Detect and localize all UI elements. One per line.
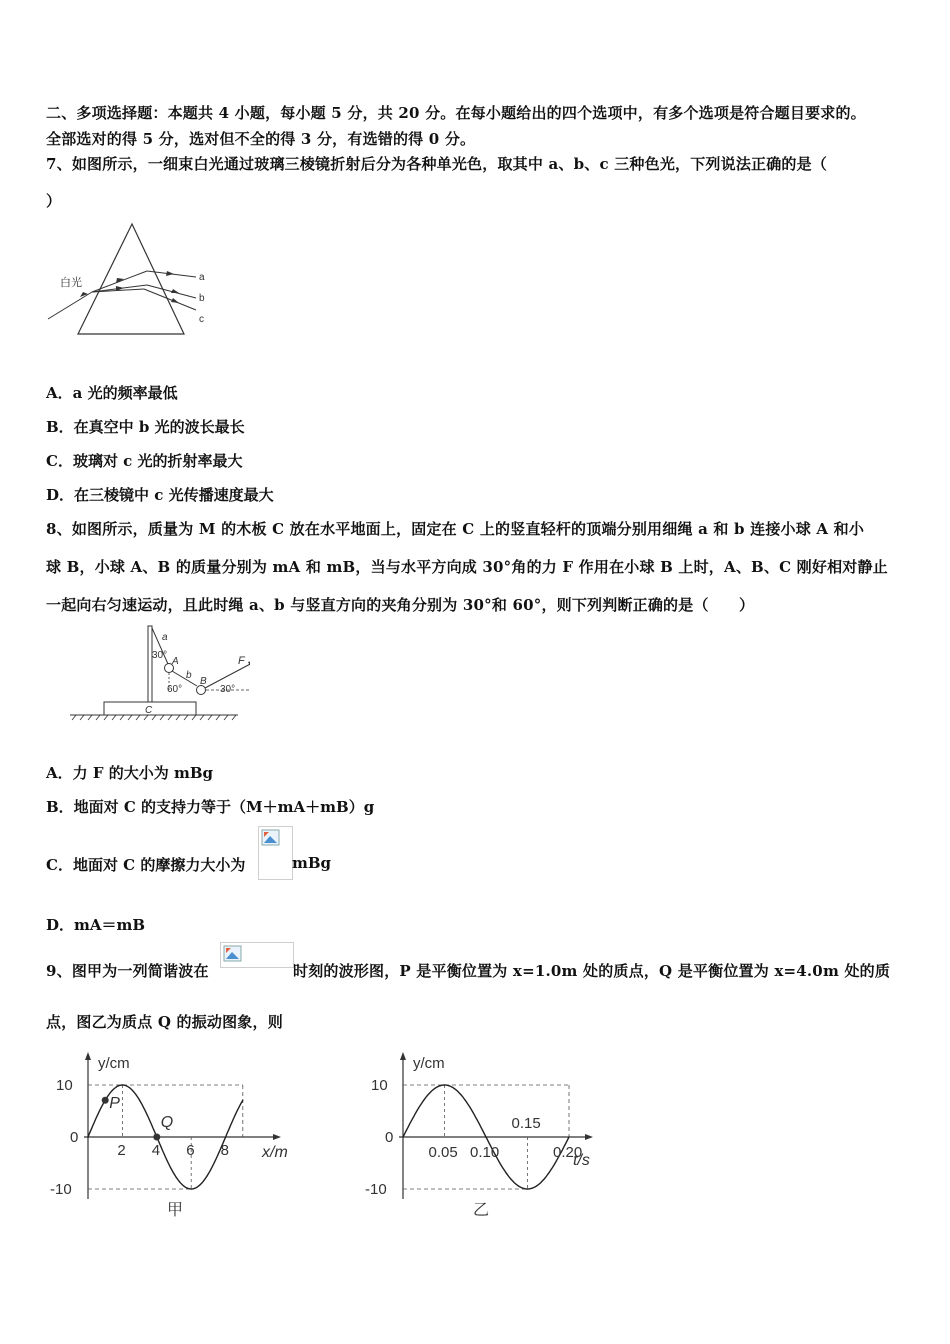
q8-option-c-suffix: mBg bbox=[292, 854, 332, 872]
label-b: b bbox=[199, 293, 205, 304]
x-axis-label: t/s bbox=[573, 1152, 590, 1169]
y-tick-label: -10 bbox=[365, 1181, 387, 1198]
data-point bbox=[173, 1173, 174, 1174]
q7-option-d: D．在三棱镜中 c 光传播速度最大 bbox=[46, 486, 274, 504]
data-point bbox=[506, 1173, 507, 1174]
label-ball-a: A bbox=[172, 656, 179, 667]
q7-stem-line2: ） bbox=[46, 192, 62, 210]
board-figure bbox=[70, 622, 250, 724]
x-tick-label: 8 bbox=[220, 1142, 229, 1159]
broken-image-placeholder-time bbox=[220, 942, 294, 968]
q8-option-c-prefix: C．地面对 C 的摩擦力大小为 bbox=[46, 856, 246, 874]
x-tick-label: 4 bbox=[151, 1142, 161, 1159]
data-point bbox=[122, 1084, 123, 1085]
y-axis-arrow bbox=[400, 1052, 406, 1060]
y-axis-label: y/cm bbox=[413, 1055, 445, 1072]
q8-stem-line1: 8、如图所示，质量为 M 的木板 C 放在水平地面上，固定在 C 上的竖直轻杆的顶端分别用细绳 a 和 b 连接小球 A 和小 bbox=[46, 520, 865, 538]
x-tick-label: 2 bbox=[117, 1142, 126, 1159]
data-point bbox=[242, 1100, 243, 1101]
y-tick-label: 10 bbox=[56, 1077, 73, 1094]
label-angle-30-f: 30° bbox=[220, 684, 236, 695]
x-tick-label: 0.10 bbox=[470, 1144, 500, 1161]
q9-stem-line1-suffix: 时刻的波形图，P 是平衡位置为 x=1.0m 处的质点，Q 是平衡位置为 x=4.0m 处的质 bbox=[293, 962, 891, 980]
vibration-graph-yi bbox=[365, 1050, 615, 1225]
label-board-c: C bbox=[145, 705, 153, 716]
wave-graph-jia bbox=[50, 1050, 310, 1225]
data-point bbox=[485, 1136, 486, 1137]
data-point bbox=[568, 1136, 569, 1137]
data-point bbox=[225, 1136, 226, 1137]
label-p: P bbox=[109, 1095, 120, 1113]
label-rope-b: b bbox=[186, 670, 192, 681]
x-axis-label: x/m bbox=[262, 1144, 288, 1161]
y-axis-label: y/cm bbox=[98, 1055, 130, 1072]
broken-image-placeholder bbox=[258, 826, 293, 880]
label-ball-b: B bbox=[200, 676, 207, 687]
q7-option-b: B．在真空中 b 光的波长最长 bbox=[46, 418, 245, 436]
y-tick-label: 10 bbox=[371, 1077, 388, 1094]
label-q: Q bbox=[160, 1114, 174, 1131]
x-tick-label: 0.20 bbox=[553, 1144, 583, 1161]
data-point bbox=[87, 1136, 88, 1137]
broken-image-icon bbox=[223, 945, 243, 963]
data-point bbox=[444, 1084, 445, 1085]
data-point bbox=[548, 1173, 549, 1174]
y-axis-arrow bbox=[85, 1052, 91, 1060]
q8-stem-line2: 球 B，小球 A、B 的质量分别为 mA 和 mB，当与水平方向成 30°角的力 F 作用在小球 B 上时，A、B、C 刚好相对静止 bbox=[46, 558, 888, 576]
y-tick-label: 0 bbox=[385, 1129, 394, 1146]
data-point bbox=[465, 1100, 466, 1101]
data-point bbox=[527, 1188, 528, 1189]
marker-q bbox=[153, 1134, 160, 1141]
data-point bbox=[423, 1100, 424, 1101]
label-a: a bbox=[199, 272, 205, 283]
q9-stem-line1-prefix: 9、图甲为一列简谐波在 bbox=[46, 962, 209, 980]
x-tick-label: 0.05 bbox=[428, 1144, 458, 1161]
data-point bbox=[208, 1173, 209, 1174]
q7-option-a: A．a 光的频率最低 bbox=[46, 384, 178, 402]
data-point bbox=[191, 1188, 192, 1189]
x-tick-label: 6 bbox=[186, 1142, 195, 1159]
section-instruction-line1: 二、多项选择题：本题共 4 小题，每小题 5 分，共 20 分。在每小题给出的四个选项中，有多个选项是符合题目要求的。 bbox=[46, 104, 866, 122]
data-point bbox=[139, 1100, 140, 1101]
q8-stem-line3: 一起向右匀速运动，且此时绳 a、b 与竖直方向的夹角分别为 30°和 60°，则下列判断正确的是（ ） bbox=[46, 596, 755, 614]
q8-option-d: D．mA＝mB bbox=[46, 916, 146, 934]
chart-title: 甲 bbox=[167, 1202, 184, 1219]
marker-p bbox=[102, 1097, 109, 1104]
x-axis-arrow bbox=[585, 1134, 593, 1140]
y-tick-label: -10 bbox=[50, 1181, 72, 1198]
q8-option-a: A．力 F 的大小为 mBg bbox=[46, 764, 213, 782]
label-angle-30-top: 30° bbox=[152, 650, 168, 661]
label-angle-60: 60° bbox=[167, 684, 183, 695]
label-white-light: 白光 bbox=[60, 277, 82, 289]
broken-image-icon bbox=[261, 829, 281, 847]
q9-stem-line2: 点，图乙为质点 Q 的振动图象，则 bbox=[46, 1013, 283, 1031]
chart-title: 乙 bbox=[473, 1202, 490, 1219]
y-tick-label: 0 bbox=[70, 1129, 79, 1146]
label-rope-a: a bbox=[162, 632, 168, 643]
prism-figure bbox=[44, 222, 224, 342]
q7-option-c: C．玻璃对 c 光的折射率最大 bbox=[46, 452, 243, 470]
data-point bbox=[402, 1136, 403, 1137]
label-force-f: F bbox=[238, 655, 245, 667]
section-instruction-line2: 全部选对的得 5 分，选对但不全的得 3 分，有选错的得 0 分。 bbox=[46, 130, 476, 148]
label-c: c bbox=[199, 314, 204, 325]
q7-stem-line1: 7、如图所示，一细束白光通过玻璃三棱镜折射后分为各种单光色，取其中 a、b、c 三种色光，下列说法正确的是（ bbox=[46, 155, 828, 173]
x-tick-label: 0.15 bbox=[511, 1115, 541, 1132]
q8-option-b: B．地面对 C 的支持力等于（M＋mA＋mB）g bbox=[46, 798, 375, 816]
x-axis-arrow bbox=[273, 1134, 281, 1140]
